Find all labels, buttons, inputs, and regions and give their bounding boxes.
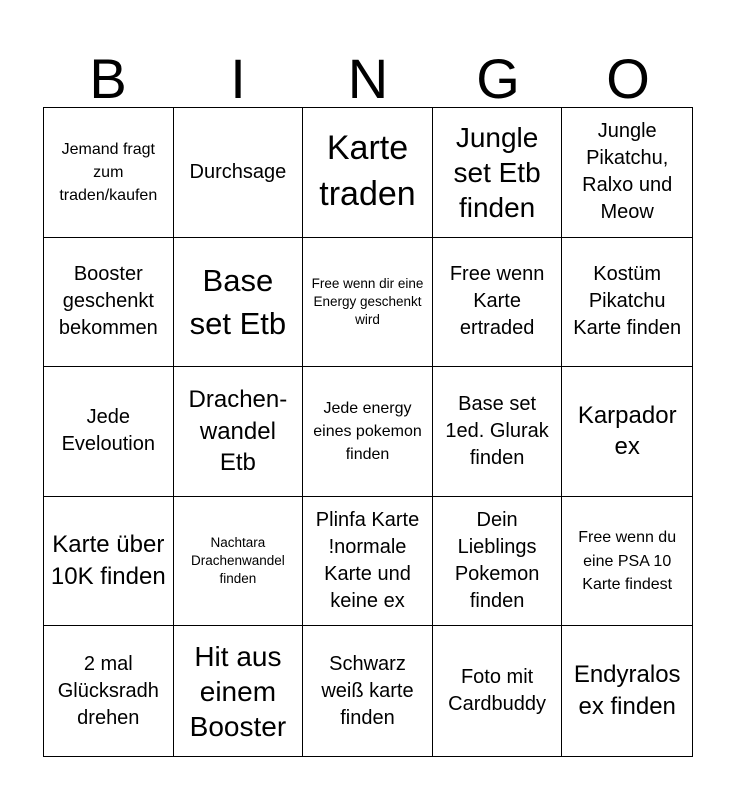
bingo-cell[interactable]: Jede Eveloution <box>44 367 174 497</box>
bingo-cell[interactable]: Jungle set Etb finden <box>433 108 563 238</box>
bingo-cell[interactable]: Base set Etb <box>174 238 304 368</box>
bingo-cell[interactable]: Hit aus einem Booster <box>174 626 304 756</box>
header-letter-i: I <box>230 47 246 110</box>
header-letter-n: N <box>347 47 389 110</box>
bingo-cell[interactable]: Free wenn du eine PSA 10 Karte findest <box>562 497 692 627</box>
bingo-cell[interactable]: Nachtara Drachenwandel finden <box>174 497 304 627</box>
bingo-cell[interactable]: Jemand fragt zum traden/kaufen <box>44 108 174 238</box>
bingo-cell[interactable]: Free wenn Karte ertraded <box>433 238 563 368</box>
bingo-cell[interactable]: Jungle Pikatchu, Ralxo und Meow <box>562 108 692 238</box>
bingo-board <box>43 107 693 757</box>
bingo-cell[interactable]: Dein Lieblings Pokemon finden <box>433 497 563 627</box>
bingo-cell[interactable]: Jede energy eines pokemon finden <box>303 367 433 497</box>
bingo-header <box>43 44 693 108</box>
bingo-cell[interactable]: Kostüm Pikatchu Karte finden <box>562 238 692 368</box>
bingo-cell[interactable]: 2 mal Glücksradh drehen <box>44 626 174 756</box>
bingo-cell[interactable]: Plinfa Karte !normale Karte und keine ex <box>303 497 433 627</box>
bingo-cell[interactable]: Karte traden <box>303 108 433 238</box>
bingo-cell[interactable]: Booster geschenkt bekommen <box>44 238 174 368</box>
bingo-cell[interactable]: Endyralos ex finden <box>573 661 681 721</box>
header-letter-b: B <box>89 47 127 110</box>
bingo-cell[interactable]: Schwarz weiß karte finden <box>303 626 433 756</box>
bingo-cell[interactable]: Foto mit Cardbuddy <box>433 626 563 756</box>
bingo-cell[interactable]: Free wenn dir eine Energy geschenkt wird <box>303 238 433 368</box>
bingo-cell[interactable]: Base set 1ed. Glurak finden <box>433 367 563 497</box>
header-letter-g: G <box>476 47 520 110</box>
bingo-cell[interactable]: Drachen-wandel Etb <box>174 367 304 497</box>
bingo-cell[interactable]: Karpador ex <box>562 367 692 497</box>
bingo-cell[interactable]: Durchsage <box>174 108 304 238</box>
bingo-cell[interactable]: Karte über 10K finden <box>44 497 174 627</box>
header-letter-o: O <box>606 47 650 110</box>
